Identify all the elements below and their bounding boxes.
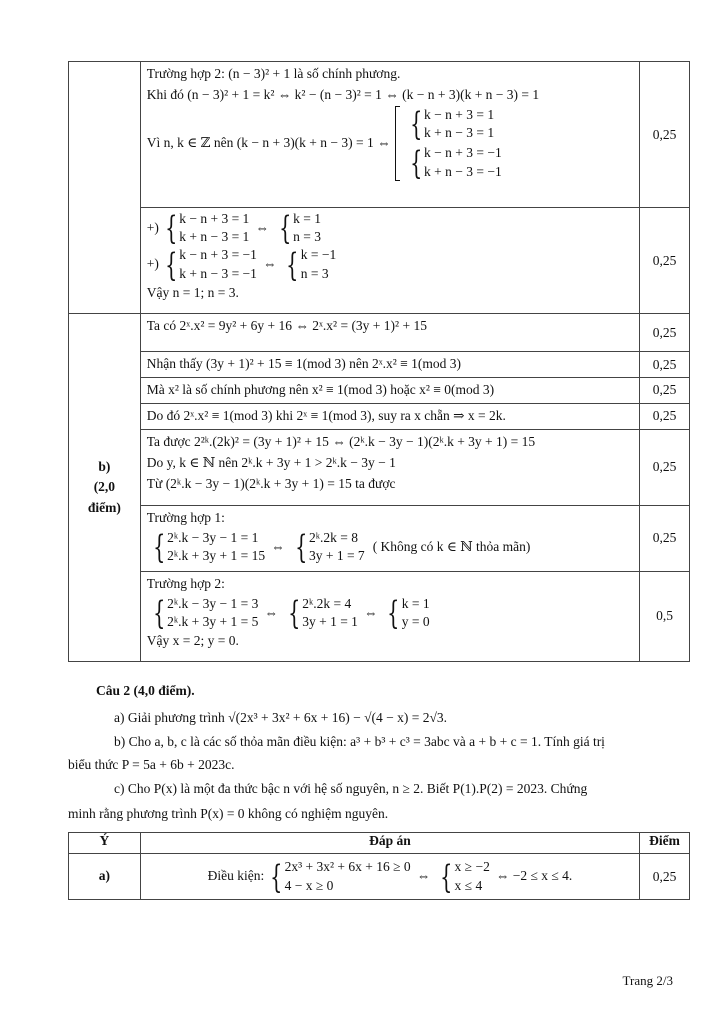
part-a-label: a): [69, 854, 141, 900]
header-answer: Đáp án: [140, 833, 639, 854]
points-cell: 0,5: [640, 571, 690, 661]
b-row6: Trường hợp 1: { 2ᵏ.k − 3y − 1 = 1 2ᵏ.k + 3y + 1 = 15 ⇔ { 2ᵏ.2k = 8 3y + 1 = 7 ( Không có k ∈ ℕ thỏa mãn): [140, 505, 639, 571]
resB-1: k = −1: [300, 247, 337, 263]
sysA-eq1: k − n + 3 = 1: [179, 211, 250, 226]
sysA-eq2: k + n − 3 = 1: [179, 229, 250, 245]
b6-res-2: 3y + 1 = 7: [308, 548, 365, 564]
b7-res2-2: y = 0: [401, 614, 430, 630]
b-row3: Mà x² là số chính phương nên x² ≡ 1(mod 3) hoặc x² ≡ 0(mod 3): [140, 378, 639, 404]
b-row5: [140, 429, 639, 505]
case2-line3: Vì n, k ∈ ℤ nên (k − n + 3)(k + n − 3) = 1 ⇔: [146, 134, 391, 150]
case2b-content: +) { k − n + 3 = 1 k + n − 3 = 1 ⇔ { k = 1 n = 3 +) { k − n + 3 = −1 k + n − 3 = −1 ⇔ { k = −1 n = 3 Vậy n = 1; n = 3.: [140, 208, 639, 314]
b7-res-1: 2ᵏ.2k = 4: [302, 595, 352, 611]
part-cell-empty: [69, 62, 141, 314]
b6-sys-2: 2ᵏ.k + 3y + 1 = 15: [167, 548, 266, 564]
sysB-eq1: k − n + 3 = −1: [179, 247, 257, 263]
a-condition: Điều kiện: { 2x³ + 3x² + 6x + 16 ≥ 0 4 − x ≥ 0 ⇔ { x ≥ −2 x ≤ 4 ⇔ −2 ≤ x ≤ 4.: [140, 854, 639, 900]
resA-1: k = 1: [293, 211, 322, 226]
case2-content: [140, 62, 639, 208]
a-sys-2: 4 − x ≥ 0: [284, 877, 334, 893]
sys1-eq2: k + n − 3 = 1: [424, 125, 495, 141]
header-part: Ý: [69, 833, 141, 854]
b7-res-2: 3y + 1 = 1: [302, 614, 358, 630]
a-prefix: Điều kiện:: [207, 868, 265, 884]
b6-note: ( Không có k ∈ ℕ thỏa mãn): [372, 538, 531, 554]
sys2-eq2: k + n − 3 = −1: [424, 163, 502, 179]
points-cell: 0,25: [640, 62, 690, 208]
points-cell: 0,25: [640, 314, 690, 352]
a-res-1: x ≥ −2: [454, 859, 490, 875]
case2b-conclusion: Vậy n = 1; n = 3.: [146, 284, 239, 300]
b-row7-conclusion: Vậy x = 2; y = 0.: [146, 633, 239, 649]
header-points: Điểm: [640, 833, 690, 854]
solution-table-2: [68, 832, 690, 900]
points-cell: 0,25: [640, 378, 690, 404]
b6-res-1: 2ᵏ.2k = 8: [308, 529, 358, 545]
resB-2: n = 3: [300, 265, 329, 281]
points-cell: 0,25: [640, 854, 690, 900]
question2-a: a) Giải phương trình √(2x³ + 3x² + 6x + 16) − √(4 − x) = 2√3.: [114, 710, 448, 725]
points-cell: 0,25: [640, 208, 690, 314]
b7-sys-1: 2ᵏ.k − 3y − 1 = 3: [167, 595, 259, 611]
a-res-2: x ≤ 4: [454, 877, 483, 893]
a-sys-1: 2x³ + 3x² + 6x + 16 ≥ 0: [284, 859, 411, 875]
b-row7: Trường hợp 2: { 2ᵏ.k − 3y − 1 = 3 2ᵏ.k + 3y + 1 = 5 ⇔ { 2ᵏ.2k = 4 3y + 1 = 1 ⇔ { k = 1 y = 0 Vậy x = 2; y = 0.: [140, 571, 639, 661]
points-cell: 0,25: [640, 429, 690, 505]
b-row1: Ta có 2ˣ.x² = 9y² + 6y + 16 ⇔ 2ˣ.x² = (3y + 1)² + 15: [140, 314, 639, 352]
plus-sign: +): [146, 219, 159, 235]
points-cell: 0,25: [640, 352, 690, 378]
question2-heading: Câu 2 (4,0 điểm).: [96, 683, 195, 698]
question2-c-line1: c) Cho P(x) là một đa thức bậc n với hệ số nguyên, n ≥ 2. Biết P(1).P(2) = 2023. Chứng: [114, 781, 588, 796]
plus-sign: +): [146, 256, 159, 272]
resA-2: n = 3: [293, 229, 322, 245]
solution-table-1: [68, 61, 690, 662]
b-row5-line3: Từ (2ᵏ.k − 3y − 1)(2ᵏ.k + 3y + 1) = 15 ta được: [146, 475, 396, 491]
question2-b-line1: b) Cho a, b, c là các số thỏa mãn điều kiện: a³ + b³ + c³ = 3abc và a + b + c = 1. Tính giá trị: [114, 734, 605, 749]
part-b-label: b) (2,0 điểm): [69, 314, 141, 662]
sysB-eq2: k + n − 3 = −1: [179, 265, 257, 281]
case2-bracket: { k − n + 3 = 1 k + n − 3 = 1 { k − n + 3 = −1 k + n − 3 = −1: [395, 106, 504, 181]
b-row2: Nhận thấy (3y + 1)² + 15 ≡ 1(mod 3) nên 2ˣ.x² ≡ 1(mod 3): [140, 352, 639, 378]
question2-c-line2: minh rằng phương trình P(x) = 0 không có nghiệm nguyên.: [68, 806, 389, 821]
b7-sys-2: 2ᵏ.k + 3y + 1 = 5: [167, 614, 259, 630]
b6-sys-1: 2ᵏ.k − 3y − 1 = 1: [167, 529, 259, 545]
b7-res2-1: k = 1: [401, 595, 430, 611]
points-cell: 0,25: [640, 505, 690, 571]
question2-b-line2: biểu thức P = 5a + 6b + 2023c.: [68, 757, 235, 772]
a-tail: ⇔ −2 ≤ x ≤ 4.: [495, 868, 573, 884]
sys2-eq1: k − n + 3 = −1: [424, 145, 502, 161]
case2-line2: Khi đó (n − 3)² + 1 = k² ⇔ k² − (n − 3)² = 1 ⇔ (k − n + 3)(k + n − 3) = 1: [146, 86, 540, 102]
b-row4: Do đó 2ˣ.x² ≡ 1(mod 3) khi 2ˣ ≡ 1(mod 3), suy ra x chẵn ⇒ x = 2k.: [140, 403, 639, 429]
b-row6-title: Trường hợp 1:: [146, 509, 225, 525]
b-row5-line2: Do y, k ∈ ℕ nên 2ᵏ.k + 3y + 1 > 2ᵏ.k − 3y − 1: [146, 454, 396, 470]
case2-line1: Trường hợp 2: (n − 3)² + 1 là số chính phương.: [146, 66, 401, 81]
points-cell: 0,25: [640, 403, 690, 429]
b-row7-title: Trường hợp 2:: [146, 575, 225, 591]
b-row5-line1: Ta được 2²ᵏ.(2k)² = (3y + 1)² + 15 ⇔ (2ᵏ.k − 3y − 1)(2ᵏ.k + 3y + 1) = 15: [146, 433, 536, 449]
sys1-eq1: k − n + 3 = 1: [424, 106, 495, 122]
page-number: Trang 2/3: [622, 973, 673, 988]
